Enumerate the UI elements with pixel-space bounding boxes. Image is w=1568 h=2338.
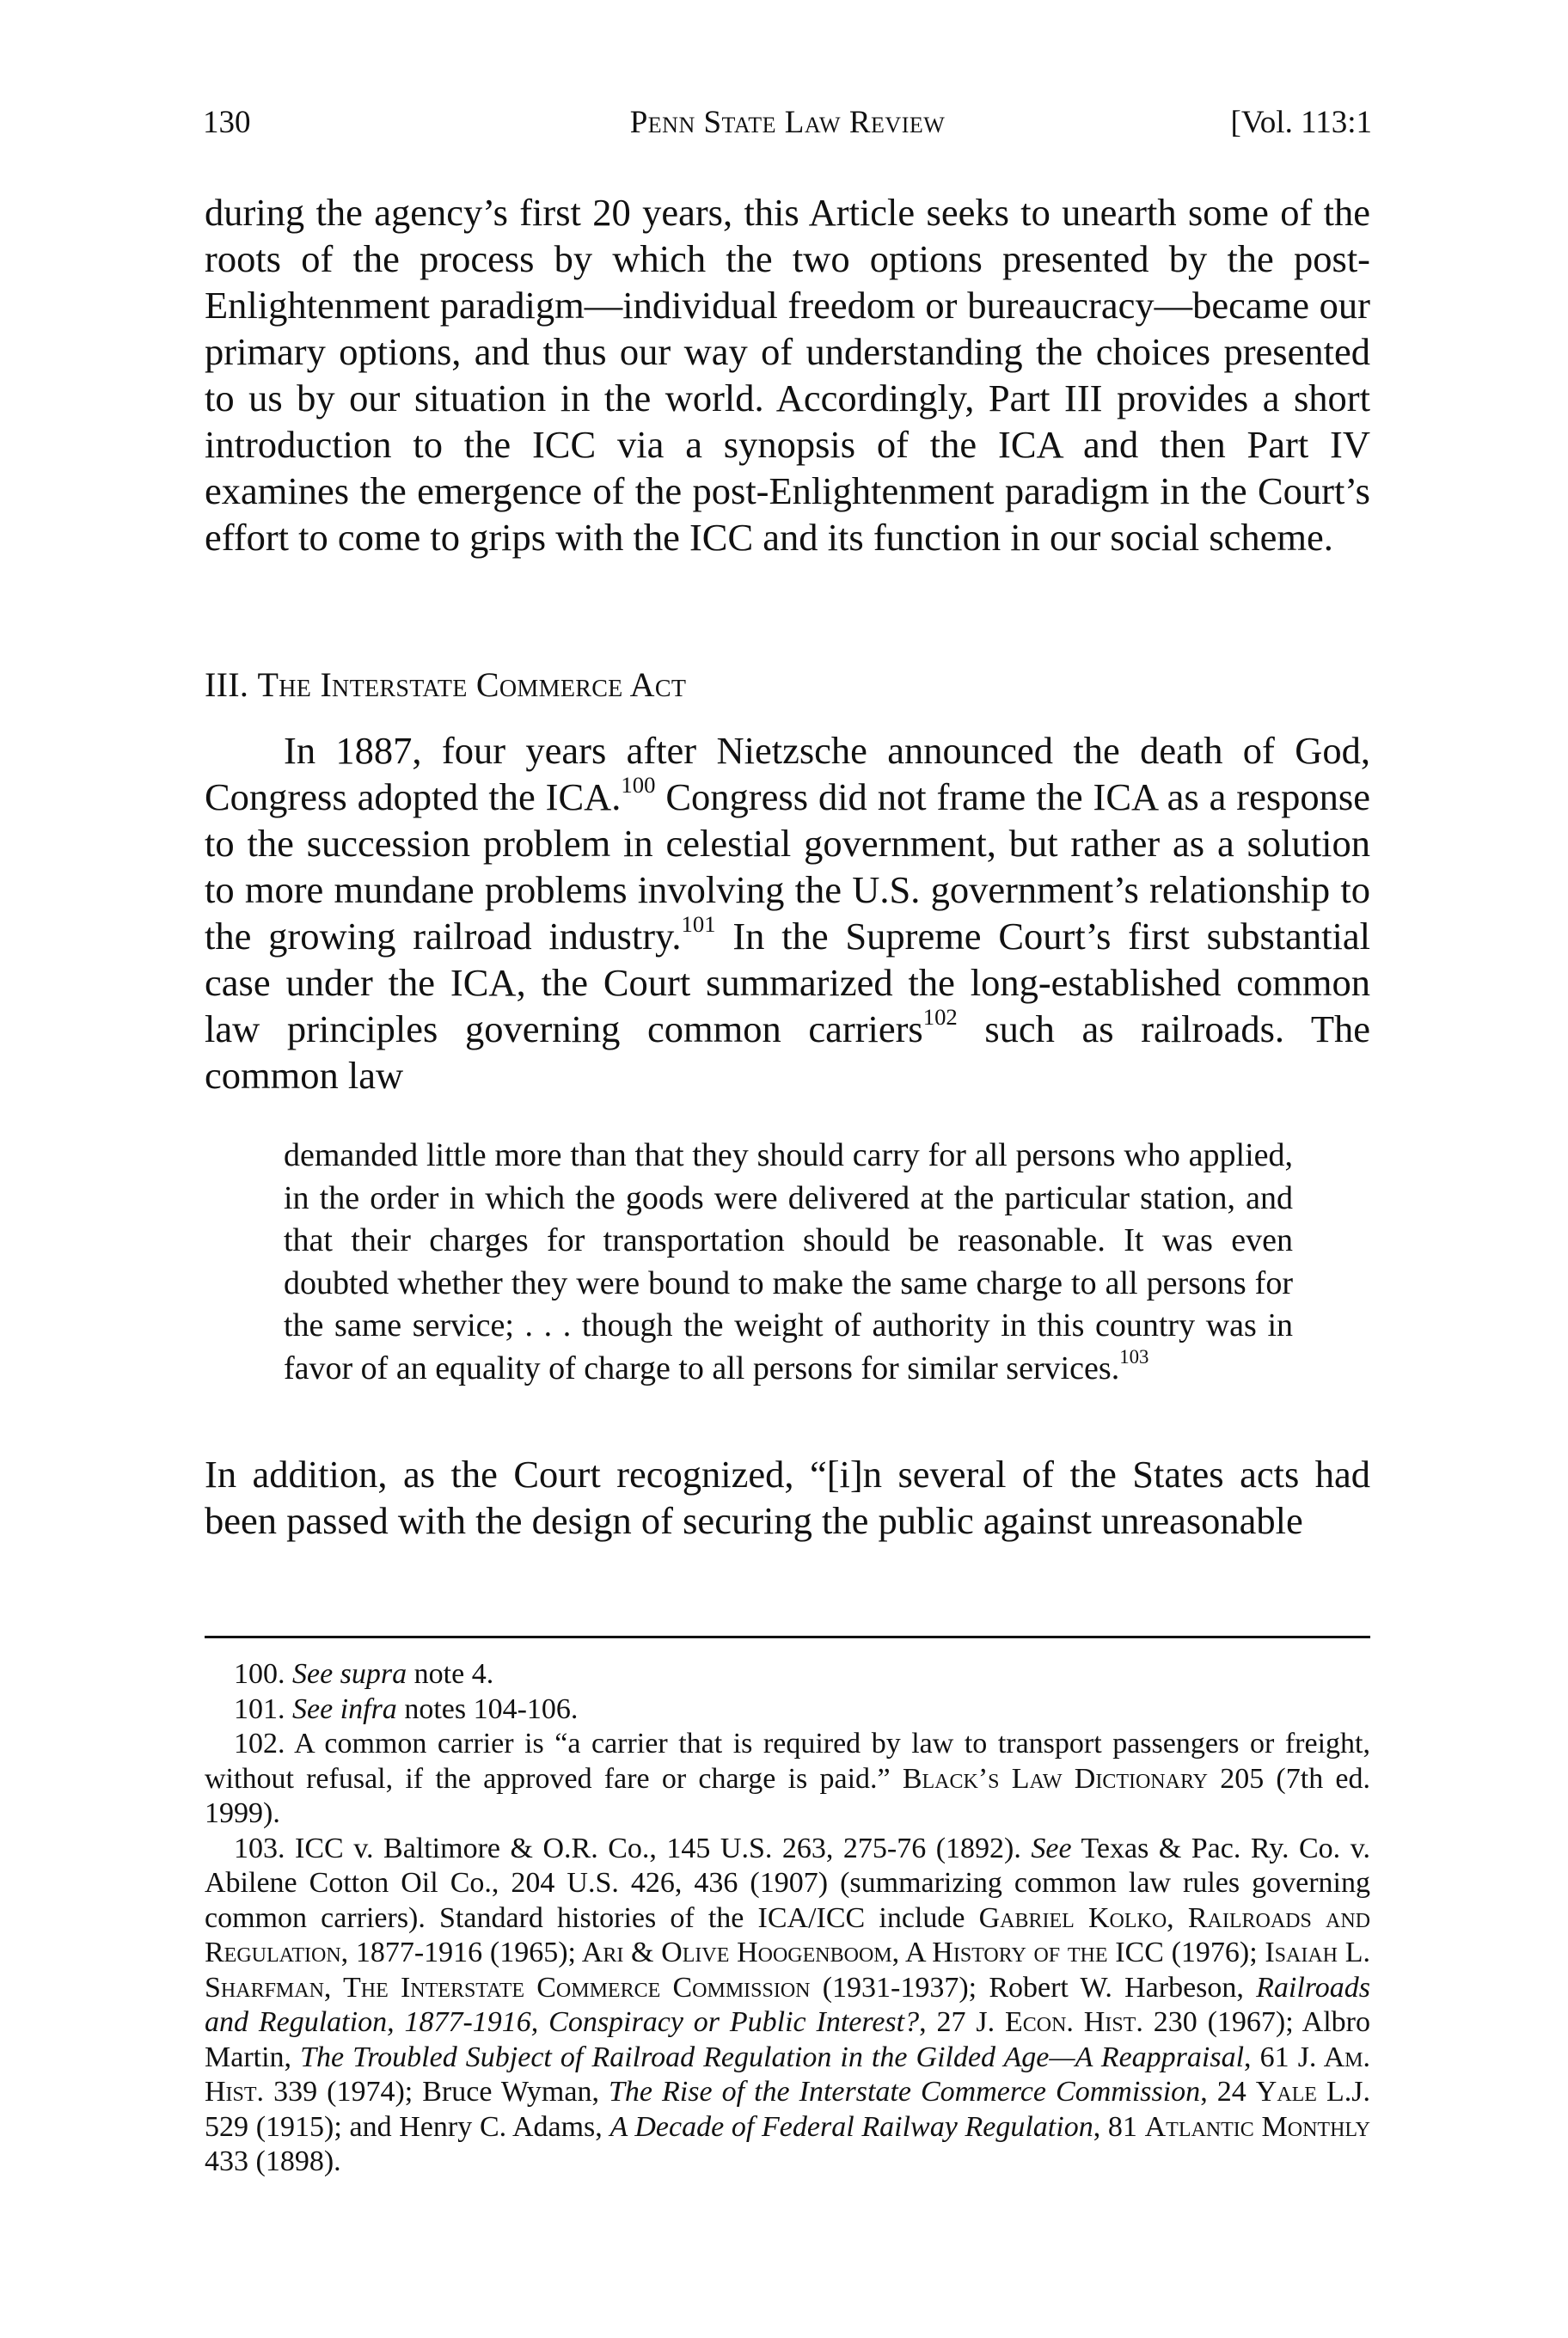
footnote-seg: 529 (1915); and Henry C. Adams,	[205, 2110, 610, 2143]
footnote-seg: , 1877-1916 (1965);	[340, 1937, 582, 1968]
footnote-journal: Atlantic Monthly	[1144, 2110, 1370, 2143]
footnote-journal: J. Am. Hist.	[205, 2041, 1371, 2108]
paragraph-2	[205, 727, 1370, 1099]
footnote-seg: (1931-1937); Robert W. Harbeson,	[810, 1971, 1257, 2004]
block-quote-text	[284, 1135, 1293, 1390]
footnotes	[205, 1657, 1370, 2180]
footnote-signal: See	[1031, 1832, 1072, 1864]
footnote-tail: 205 (7th ed. 1999).	[205, 1762, 1371, 1829]
footnote-101	[205, 1692, 1370, 1728]
paragraph-2-part-a: In 1887, four years after Nietzsche announced the death of God, Congress adopted the ICA.	[205, 729, 1370, 818]
journal-title: Penn State Law Review	[629, 105, 946, 140]
footnote-102	[205, 1727, 1370, 1832]
footnote-seg: 433 (1898).	[205, 2145, 341, 2177]
footnote-signal: See supra	[292, 1658, 407, 1690]
section-number: III.	[205, 665, 249, 704]
running-header	[203, 101, 1372, 144]
footnote-ref-101[interactable]: 101	[681, 911, 716, 938]
footnote-article-title: Railroads and Regulation, 1877-1916, Conspiracy or Public Interest?	[205, 1971, 1370, 2038]
paragraph-2-part-c: In the Supreme Court’s first substantial case under the ICA, the Court summarized the long-established common law principles governing common carriers	[205, 915, 1370, 1050]
footnote-100	[205, 1657, 1370, 1692]
volume-label: [Vol. 113:1	[1230, 105, 1372, 140]
footnote-journal: Yale L.J.	[1255, 2076, 1371, 2108]
paragraph-2-part-b: Congress did not frame the ICA as a response to the succession problem in celestial government, but rather as a solution to more mundane problems involving the U.S. government’s relationship to the growing railroad industry.	[205, 775, 1370, 958]
section-title: The Interstate Commerce Act	[257, 665, 687, 704]
footnote-seg: , 81	[1093, 2110, 1145, 2143]
footnote-seg: , 61	[1244, 2041, 1298, 2073]
paragraph-1-text: during the agency’s first 20 years, this Article seeks to unearth some of the roots of the process by which the two options presented by the post-Enlightenment paradigm—individual freedom or bureaucracy—became our primary options, and thus our way of understanding the choices presented to us by our situation in the world. Accordingly, Part III provides a short introduction to the ICC via a synopsis of the ICA and then Part IV examines the emergence of the post-Enlightenment paradigm in the Court’s effort to come to grips with the ICC and its function in our social scheme.	[205, 191, 1370, 559]
footnote-book: Gabriel Kolko, Railroads and Regulation	[205, 1901, 1370, 1968]
footnote-source: Black’s Law Dictionary	[902, 1762, 1208, 1795]
footnote-seg: (1976);	[1163, 1937, 1265, 1968]
footnote-signal: See infra	[292, 1692, 397, 1725]
footnote-ref-102[interactable]: 102	[922, 1004, 958, 1031]
footnote-journal: J. Econ. Hist.	[976, 2006, 1143, 2038]
footnote-book: Isaiah L. Sharfman, The Interstate Commerce Commission	[205, 1937, 1370, 2004]
paragraph-2-part-d: such as railroads. The common law	[205, 1007, 1370, 1097]
block-quote-body: demanded little more than that they should carry for all persons who applied, in the order in which the goods were delivered at the particular station, and that their charges for transportation should be reasonable. It was even doubted whether they were bound to make the same charge to all persons for the same service; . . . though the weight of authority in this country was in favor of an equality of charge to all persons for similar services.	[284, 1137, 1293, 1386]
footnote-article-title: The Rise of the Interstate Commerce Commission	[608, 2076, 1201, 2108]
paragraph-3-text: In addition, as the Court recognized, “[i]n several of the States acts had been passed with the design of securing the public against unreasonable	[205, 1453, 1370, 1542]
footnote-seg: 339 (1974); Bruce Wyman,	[264, 2076, 609, 2108]
footnote-book: Ari & Olive Hoogenboom, A History of the ICC	[581, 1937, 1164, 1968]
footnote-text: note 4.	[407, 1658, 494, 1690]
footnote-seg: , 24	[1200, 2076, 1256, 2108]
block-quote	[284, 1135, 1293, 1390]
footnote-seg: Texas & Pac. Ry. Co. v. Abilene Cotton Oil Co., 204 U.S. 426, 436 (1907) (summarizing common law rules governing common carriers). Standard histories of the ICA/ICC include	[205, 1832, 1370, 1934]
footnote-number: 102.	[234, 1728, 285, 1760]
footnote-seg: 230 (1967); Albro Martin,	[205, 2006, 1370, 2073]
footnote-divider	[205, 1636, 1370, 1638]
footnote-number: 101.	[234, 1692, 285, 1725]
paragraph-1	[205, 189, 1370, 560]
footnote-number: 100.	[234, 1658, 285, 1690]
footnote-ref-103[interactable]: 103	[1119, 1345, 1149, 1368]
footnote-seg: ICC v. Baltimore & O.R. Co., 145 U.S. 263, 275-76 (1892).	[285, 1832, 1032, 1864]
page-number: 130	[203, 105, 251, 140]
footnote-article-title: A Decade of Federal Railway Regulation	[609, 2110, 1093, 2143]
paragraph-2-text	[205, 727, 1370, 1099]
section-heading	[205, 662, 686, 708]
footnote-103	[205, 1832, 1370, 2180]
footnote-ref-100[interactable]: 100	[621, 772, 656, 799]
footnote-seg: , 27	[919, 2006, 977, 2038]
footnote-text: notes 104-106.	[396, 1692, 579, 1725]
footnote-number: 103.	[234, 1832, 285, 1864]
paragraph-3	[205, 1451, 1370, 1544]
footnote-text: A common carrier is “a carrier that is required by law to transport passengers or freight, without refusal, if the approved fare or charge is paid.”	[205, 1728, 1370, 1795]
footnote-article-title: The Troubled Subject of Railroad Regulation in the Gilded Age—A Reappraisal	[300, 2041, 1245, 2073]
